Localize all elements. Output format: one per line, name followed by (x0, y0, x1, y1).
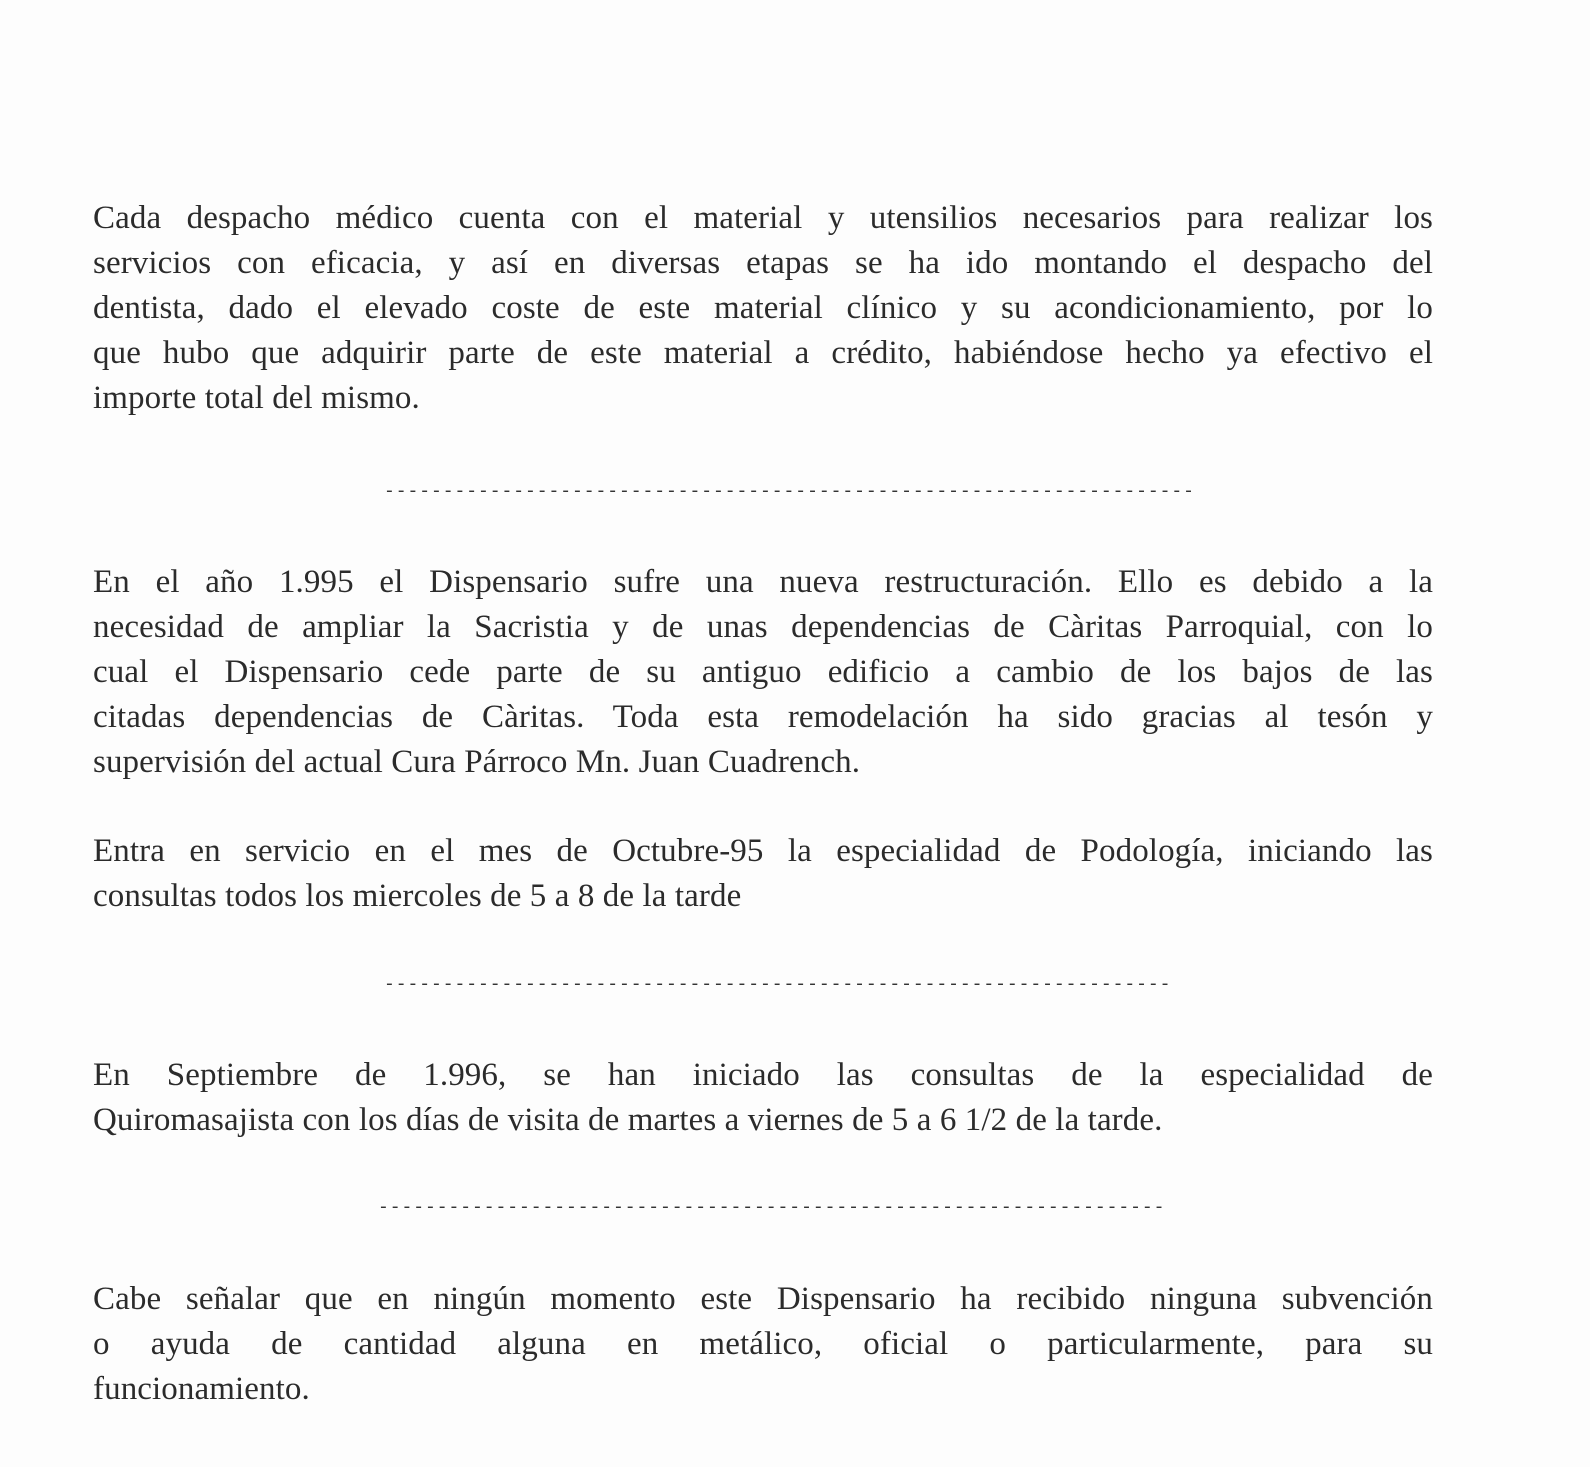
text-line: importe total del mismo. (93, 380, 420, 416)
paragraph-chiromassage-1996 (93, 1053, 1433, 1143)
paragraph-restructuring-1995 (93, 560, 1433, 785)
text-line: En el año 1.995 el Dispensario sufre una nueva restructuración. Ello es debido a la (93, 564, 1433, 600)
paragraph-dental-equipment (93, 196, 1433, 421)
dashed-divider: --------------------------------------------------------------------- (384, 482, 1195, 502)
text-line: que hubo que adquirir parte de este material a crédito, habiéndose hecho ya efectivo el (93, 335, 1433, 371)
text-line: dentista, dado el elevado coste de este material clínico y su acondicionamiento, por lo (93, 290, 1433, 326)
text-line: consultas todos los miercoles de 5 a 8 de la tarde (93, 878, 742, 914)
paragraph-no-subsidy (93, 1277, 1433, 1412)
text-line: supervisión del actual Cura Párroco Mn. Juan Cuadrench. (93, 744, 861, 780)
text-line: citadas dependencias de Càritas. Toda esta remodelación ha sido gracias al tesón y (93, 699, 1433, 735)
text-line: cual el Dispensario cede parte de su antiguo edificio a cambio de los bajos de las (93, 654, 1433, 690)
text-line: funcionamiento. (93, 1371, 310, 1407)
text-line: En Septiembre de 1.996, se han iniciado las consultas de la especialidad de (93, 1057, 1433, 1093)
text-line: necesidad de ampliar la Sacristia y de unas dependencias de Càritas Parroquial, con lo (93, 609, 1433, 645)
text-line: Entra en servicio en el mes de Octubre-95 la especialidad de Podología, iniciando las (93, 833, 1433, 869)
dashed-divider: ------------------------------------------------------------------- (378, 1198, 1166, 1218)
dashed-divider: ------------------------------------------------------------------- (384, 975, 1172, 995)
text-line: o ayuda de cantidad alguna en metálico, oficial o particularmente, para su (93, 1326, 1433, 1362)
paragraph-podiatry-service (93, 829, 1433, 919)
text-line: Cada despacho médico cuenta con el material y utensilios necesarios para realizar los (93, 200, 1433, 236)
text-line: Quiromasajista con los días de visita de martes a viernes de 5 a 6 1/2 de la tarde. (93, 1102, 1163, 1138)
text-line: servicios con eficacia, y así en diversas etapas se ha ido montando el despacho del (93, 245, 1433, 281)
text-line: Cabe señalar que en ningún momento este Dispensario ha recibido ninguna subvención (93, 1281, 1433, 1317)
